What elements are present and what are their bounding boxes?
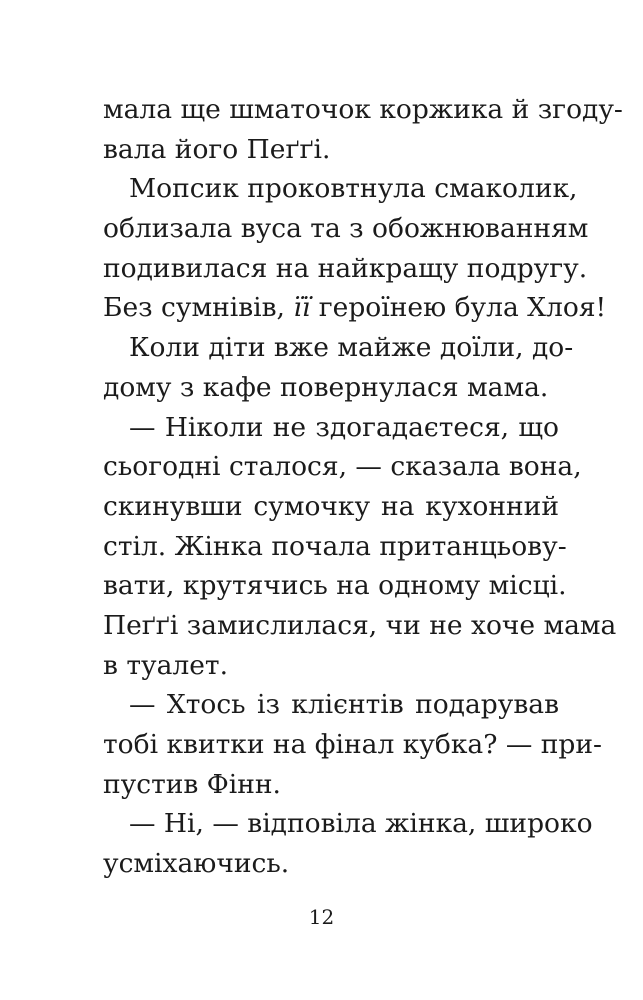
text-line: пустив Фінн. — [103, 768, 281, 800]
italic-emphasis: її — [293, 292, 311, 324]
page-number: 12 — [308, 905, 335, 929]
text-segment: героїнею була Хлоя! — [310, 292, 607, 324]
paragraph-start-line: Коли діти вже майже доїли, до- — [129, 332, 574, 364]
text-line — [103, 288, 607, 328]
text-line: Пеґґі замислилася, чи не хоче мама — [103, 609, 617, 641]
text-line: скинувши сумочку на кухонний — [103, 490, 559, 522]
paragraph-start-line: — Ніколи не здогадаєтеся, що — [129, 411, 559, 443]
text-line: подивилася на найкращу подругу. — [103, 252, 588, 284]
text-line: вала його Пеґґі. — [103, 133, 331, 165]
paragraph-start-line: — Ні, — відповіла жінка, широко — [129, 808, 593, 840]
text-line: облизала вуса та з обожнюванням — [103, 213, 589, 245]
text-line: мала ще шматочок коржика й згоду- — [103, 94, 623, 125]
paragraph-start-line: — Хтось із клієнтів подарував — [129, 689, 559, 721]
text-line: в туалет. — [103, 649, 228, 681]
paragraph-start-line: Мопсик проковтнула смаколик, — [129, 173, 578, 205]
text-line: стіл. Жінка почала пританцьову- — [103, 530, 567, 562]
text-line: усміхаючись. — [103, 848, 290, 880]
text-line: дому з кафе повернулася мама. — [103, 371, 549, 403]
body-text — [103, 90, 623, 884]
text-line: вати, крутячись на одному місці. — [103, 570, 567, 602]
text-line: сьогодні сталося, — сказала вона, — [103, 451, 582, 483]
text-segment: Без сумнівів, — [103, 292, 294, 324]
text-line: тобі квитки на фінал кубка? — при- — [103, 729, 603, 760]
